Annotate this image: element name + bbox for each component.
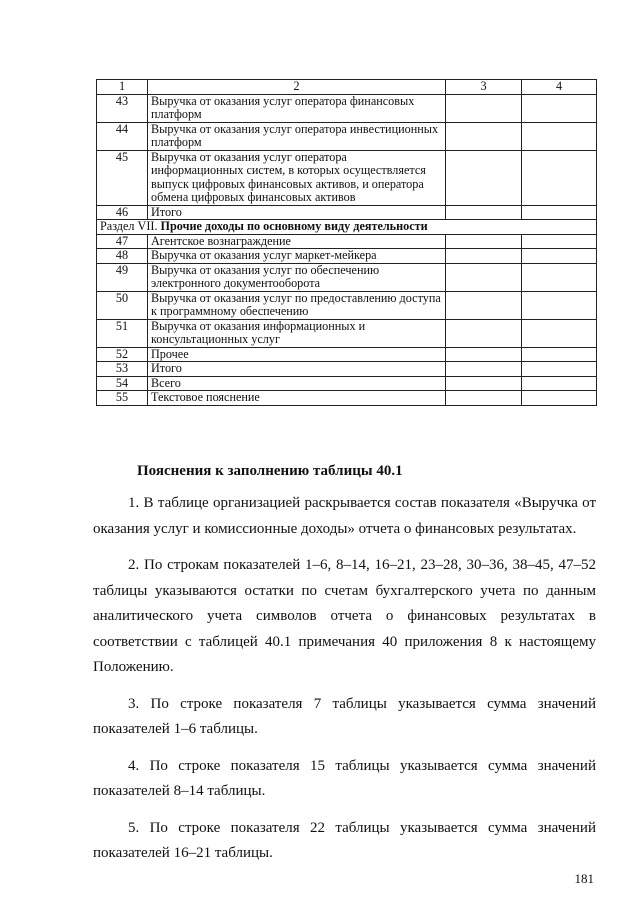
column-header-2: 2 xyxy=(148,80,446,95)
table-row xyxy=(97,205,597,220)
row-value-cell-4 xyxy=(522,263,597,291)
row-value-cell-3 xyxy=(446,376,522,391)
table-row xyxy=(97,263,597,291)
note-paragraph-3: 3. По строке показателя 7 таблицы указывается сумма значений показателей 1–6 таблицы. xyxy=(93,695,596,737)
note-paragraph-4: 4. По строке показателя 15 таблицы указывается сумма значений показателей 8–14 таблицы. xyxy=(93,757,596,799)
table-row xyxy=(97,347,597,362)
row-number: 54 xyxy=(97,376,148,391)
row-value-cell-4 xyxy=(522,205,597,220)
table-row xyxy=(97,376,597,391)
row-value-cell-3 xyxy=(446,263,522,291)
column-header-1: 1 xyxy=(97,80,148,95)
row-number: 44 xyxy=(97,122,148,150)
table-row xyxy=(97,150,597,205)
table-row xyxy=(97,122,597,150)
row-number: 52 xyxy=(97,347,148,362)
section-cell xyxy=(97,220,597,235)
row-indicator-name: Всего xyxy=(148,376,446,391)
row-indicator-name: Выручка от оказания услуг по предоставлению доступа к программному обеспечению xyxy=(148,291,446,319)
row-number: 45 xyxy=(97,150,148,205)
row-indicator-name: Выручка от оказания услуг оператора информационных систем, в которых осуществляется выпуск цифровых финансовых активов, и оператора обмена цифровых финансовых активов xyxy=(148,150,446,205)
table-row xyxy=(97,362,597,377)
row-number: 53 xyxy=(97,362,148,377)
row-value-cell-4 xyxy=(522,319,597,347)
note-paragraph-2: 2. По строкам показателей 1–6, 8–14, 16–21, 23–28, 30–36, 38–45, 47–52 таблицы указываются остатки по счетам бухгалтерского учета по данным аналитического учета символов отчета о финансовых результатах в соответствии с таблицей 40.1 примечания 40 приложения 8 к настоящему Положению. xyxy=(93,557,596,675)
table-header-row xyxy=(97,80,597,95)
note-paragraph-5: 5. По строке показателя 22 таблицы указывается сумма значений показателей 16–21 таблицы. xyxy=(93,819,596,861)
row-value-cell-4 xyxy=(522,291,597,319)
section-name: Прочие доходы по основному виду деятельности xyxy=(160,219,428,233)
row-value-cell-4 xyxy=(522,347,597,362)
section-row xyxy=(97,220,597,235)
table-row xyxy=(97,391,597,406)
row-value-cell-4 xyxy=(522,234,597,249)
table-row xyxy=(97,249,597,264)
row-value-cell-3 xyxy=(446,319,522,347)
row-indicator-name: Агентское вознаграждение xyxy=(148,234,446,249)
row-indicator-name: Выручка от оказания услуг маркет-мейкера xyxy=(148,249,446,264)
row-value-cell-4 xyxy=(522,391,597,406)
row-number: 51 xyxy=(97,319,148,347)
row-indicator-name: Выручка от оказания услуг оператора инвестиционных платформ xyxy=(148,122,446,150)
note-paragraph-1: 1. В таблице организацией раскрывается состав показателя «Выручка от оказания услуг и комиссионные доходы» отчета о финансовых результатах. xyxy=(93,495,596,537)
row-value-cell-4 xyxy=(522,94,597,122)
table-row xyxy=(97,291,597,319)
table-row xyxy=(97,94,597,122)
row-indicator-name: Выручка от оказания услуг по обеспечению электронного документооборота xyxy=(148,263,446,291)
row-number: 46 xyxy=(97,205,148,220)
row-number: 48 xyxy=(97,249,148,264)
row-value-cell-3 xyxy=(446,249,522,264)
page-number: 181 xyxy=(574,871,594,886)
row-value-cell-4 xyxy=(522,122,597,150)
indicators-table xyxy=(96,79,597,406)
row-value-cell-3 xyxy=(446,234,522,249)
row-indicator-name: Итого xyxy=(148,205,446,220)
column-header-4: 4 xyxy=(522,80,597,95)
row-indicator-name: Прочее xyxy=(148,347,446,362)
row-number: 47 xyxy=(97,234,148,249)
row-number: 49 xyxy=(97,263,148,291)
notes-section xyxy=(93,462,596,878)
row-value-cell-4 xyxy=(522,249,597,264)
row-indicator-name: Итого xyxy=(148,362,446,377)
row-value-cell-4 xyxy=(522,150,597,205)
table-body xyxy=(97,80,597,406)
row-number: 50 xyxy=(97,291,148,319)
row-value-cell-3 xyxy=(446,347,522,362)
row-number: 43 xyxy=(97,94,148,122)
table-row xyxy=(97,319,597,347)
notes-title: Пояснения к заполнению таблицы 40.1 xyxy=(137,463,403,479)
row-number: 55 xyxy=(97,391,148,406)
row-value-cell-4 xyxy=(522,362,597,377)
row-value-cell-4 xyxy=(522,376,597,391)
row-indicator-name: Выручка от оказания услуг оператора финансовых платформ xyxy=(148,94,446,122)
row-value-cell-3 xyxy=(446,94,522,122)
row-value-cell-3 xyxy=(446,362,522,377)
row-indicator-name: Выручка от оказания информационных и консультационных услуг xyxy=(148,319,446,347)
row-value-cell-3 xyxy=(446,150,522,205)
row-value-cell-3 xyxy=(446,205,522,220)
row-indicator-name: Текстовое пояснение xyxy=(148,391,446,406)
row-value-cell-3 xyxy=(446,122,522,150)
row-value-cell-3 xyxy=(446,391,522,406)
column-header-3: 3 xyxy=(446,80,522,95)
section-prefix: Раздел VII. xyxy=(100,219,158,233)
row-value-cell-3 xyxy=(446,291,522,319)
table-row xyxy=(97,234,597,249)
